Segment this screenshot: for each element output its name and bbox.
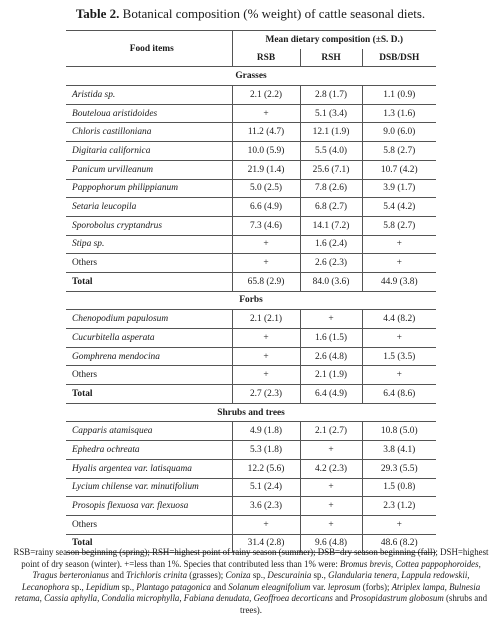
food-item-cell: Setaria leucopila bbox=[66, 198, 232, 217]
footnote-species-names: Coniza bbox=[225, 570, 251, 581]
value-cell: 4.2 (2.3) bbox=[300, 459, 362, 478]
value-cell: + bbox=[300, 310, 362, 329]
total-value-cell: 9.6 (4.8) bbox=[300, 534, 362, 553]
table-row bbox=[66, 459, 436, 478]
table-row bbox=[66, 160, 436, 179]
section-row bbox=[66, 291, 436, 310]
value-cell: 5.1 (2.4) bbox=[232, 478, 300, 497]
value-cell: 2.1 (2.2) bbox=[232, 86, 300, 105]
footnote-species-names: Plantago patagonica bbox=[136, 581, 211, 592]
value-cell: 10.8 (5.0) bbox=[362, 422, 436, 441]
value-cell: 6.6 (4.9) bbox=[232, 198, 300, 217]
value-cell: 3.9 (1.7) bbox=[362, 179, 436, 198]
section-heading: Grasses bbox=[66, 67, 436, 86]
total-label: Total bbox=[66, 385, 232, 404]
food-item-cell: Cucurbitella asperata bbox=[66, 329, 232, 348]
value-cell: 4.9 (1.8) bbox=[232, 422, 300, 441]
section-heading: Forbs bbox=[66, 291, 436, 310]
total-value-cell: 44.9 (3.8) bbox=[362, 272, 436, 291]
table-number: Table 2. bbox=[75, 6, 120, 21]
table-row bbox=[66, 441, 436, 460]
footnote-text: (grasses); bbox=[187, 570, 226, 581]
table-caption bbox=[0, 6, 501, 22]
food-item-cell: Others bbox=[66, 366, 232, 385]
section-heading: Shrubs and trees bbox=[66, 403, 436, 422]
food-item-cell: Prosopis flexuosa var. flexuosa bbox=[66, 497, 232, 516]
value-cell: 10.0 (5.9) bbox=[232, 142, 300, 161]
table-row bbox=[66, 422, 436, 441]
table-body bbox=[66, 31, 436, 553]
footnote-species-names: leprosum bbox=[327, 581, 361, 592]
value-cell: + bbox=[300, 497, 362, 516]
value-cell: + bbox=[232, 329, 300, 348]
footnote-text: (shrubs and trees). bbox=[240, 593, 488, 615]
value-cell: 5.1 (3.4) bbox=[300, 104, 362, 123]
footnote-species-names: Solanum eleagnifolium bbox=[228, 581, 311, 592]
table-row bbox=[66, 142, 436, 161]
section-row bbox=[66, 67, 436, 86]
value-cell: 5.5 (4.0) bbox=[300, 142, 362, 161]
food-item-cell: Aristida sp. bbox=[66, 86, 232, 105]
food-items-header: Food items bbox=[66, 31, 232, 67]
table-row bbox=[66, 216, 436, 235]
value-cell: + bbox=[362, 254, 436, 273]
table-row bbox=[66, 86, 436, 105]
value-cell: 1.1 (0.9) bbox=[362, 86, 436, 105]
value-cell: 9.0 (6.0) bbox=[362, 123, 436, 142]
value-cell: 2.1 (2.7) bbox=[300, 422, 362, 441]
table-row bbox=[66, 235, 436, 254]
value-cell: + bbox=[232, 104, 300, 123]
footnote-text: var. bbox=[310, 581, 328, 592]
table-row bbox=[66, 179, 436, 198]
value-cell: 5.0 (2.5) bbox=[232, 179, 300, 198]
dsb-dsh-header: DSB/DSH bbox=[362, 49, 436, 67]
total-value-cell: 6.4 (8.6) bbox=[362, 385, 436, 404]
value-cell: 14.1 (7.2) bbox=[300, 216, 362, 235]
total-label: Total bbox=[66, 534, 232, 553]
table-row bbox=[66, 478, 436, 497]
value-cell: 2.6 (4.8) bbox=[300, 347, 362, 366]
table-row bbox=[66, 198, 436, 217]
footnote-species-names: Descurainia bbox=[267, 570, 312, 581]
footnote-text: and bbox=[332, 593, 351, 604]
food-item-cell: Ephedra ochreata bbox=[66, 441, 232, 460]
total-value-cell: 65.8 (2.9) bbox=[232, 272, 300, 291]
footnote-species-names: Glandularia tenera, Lappula redowskii, Lecanophora bbox=[21, 570, 470, 592]
food-item-cell: Hyalis argentea var. latisquama bbox=[66, 459, 232, 478]
value-cell: 5.4 (4.2) bbox=[362, 198, 436, 217]
food-item-cell: Stipa sp. bbox=[66, 235, 232, 254]
footnote-text: sp., bbox=[119, 581, 137, 592]
value-cell: 7.8 (2.6) bbox=[300, 179, 362, 198]
footnote-species-names: Trichloris crinita bbox=[126, 570, 188, 581]
value-cell: + bbox=[362, 366, 436, 385]
mean-composition-header: Mean dietary composition (±S. D.) bbox=[232, 31, 436, 49]
total-label: Total bbox=[66, 272, 232, 291]
value-cell: 5.8 (2.7) bbox=[362, 216, 436, 235]
value-cell: 2.1 (1.9) bbox=[300, 366, 362, 385]
value-cell: 3.6 (2.3) bbox=[232, 497, 300, 516]
header-row-1 bbox=[66, 31, 436, 49]
footnote-text: RSB=rainy season beginning (spring); RSH=highest point of rainy season (summer); DSB=dry season beginning (fall); DSH=highest point of dry season (winter). +=less than 1%. Species that contributed less than 1% were: bbox=[13, 547, 489, 569]
value-cell: 5.8 (2.7) bbox=[362, 142, 436, 161]
value-cell: + bbox=[362, 235, 436, 254]
food-item-cell: Lycium chilense var. minutifolium bbox=[66, 478, 232, 497]
table-row bbox=[66, 347, 436, 366]
value-cell: 1.3 (1.6) bbox=[362, 104, 436, 123]
value-cell: + bbox=[232, 515, 300, 534]
value-cell: 4.4 (8.2) bbox=[362, 310, 436, 329]
value-cell: 6.8 (2.7) bbox=[300, 198, 362, 217]
table-row bbox=[66, 104, 436, 123]
food-item-cell: Chloris castilloniana bbox=[66, 123, 232, 142]
value-cell: + bbox=[300, 441, 362, 460]
food-item-cell: Pappophorum philippianum bbox=[66, 179, 232, 198]
value-cell: + bbox=[232, 366, 300, 385]
composition-table bbox=[66, 30, 436, 553]
value-cell: 1.6 (1.5) bbox=[300, 329, 362, 348]
value-cell: + bbox=[300, 478, 362, 497]
value-cell: 12.1 (1.9) bbox=[300, 123, 362, 142]
total-value-cell: 31.4 (2.8) bbox=[232, 534, 300, 553]
footnote-text: and bbox=[108, 570, 127, 581]
footnote-species-names: Prosopidastrum globosum bbox=[350, 593, 444, 604]
food-item-cell: Capparis atamisquea bbox=[66, 422, 232, 441]
footnote-text: sp., bbox=[250, 570, 268, 581]
value-cell: 2.3 (1.2) bbox=[362, 497, 436, 516]
food-item-cell: Chenopodium papulosum bbox=[66, 310, 232, 329]
table-row bbox=[66, 123, 436, 142]
food-item-cell: Sporobolus cryptandrus bbox=[66, 216, 232, 235]
value-cell: 29.3 (5.5) bbox=[362, 459, 436, 478]
total-row bbox=[66, 385, 436, 404]
food-item-cell: Bouteloua aristidoides bbox=[66, 104, 232, 123]
table-footnote bbox=[8, 547, 494, 617]
value-cell: 1.5 (3.5) bbox=[362, 347, 436, 366]
footnote-text: sp., bbox=[311, 570, 329, 581]
rsb-header: RSB bbox=[232, 49, 300, 67]
footnote-species-names: Bromus brevis, Cottea pappophoroides, Tragus berteronianus bbox=[32, 558, 481, 581]
food-item-cell: Others bbox=[66, 254, 232, 273]
section-row bbox=[66, 403, 436, 422]
value-cell: + bbox=[362, 515, 436, 534]
value-cell: + bbox=[232, 235, 300, 254]
value-cell: 1.5 (0.8) bbox=[362, 478, 436, 497]
value-cell: 3.8 (4.1) bbox=[362, 441, 436, 460]
value-cell: + bbox=[232, 254, 300, 273]
total-value-cell: 84.0 (3.6) bbox=[300, 272, 362, 291]
table-row bbox=[66, 366, 436, 385]
value-cell: 25.6 (7.1) bbox=[300, 160, 362, 179]
food-item-cell: Others bbox=[66, 515, 232, 534]
food-item-cell: Panicum urvilleanum bbox=[66, 160, 232, 179]
footnote-species-names: Atriplex lampa, Bulnesia retama, Cassia aphylla, Condalia microphylla, Fabiana denudata, Geoffroea decorticans bbox=[14, 581, 481, 604]
value-cell: 11.2 (4.7) bbox=[232, 123, 300, 142]
value-cell: 1.6 (2.4) bbox=[300, 235, 362, 254]
table-title: Botanical composition (% weight) of cattle seasonal diets. bbox=[119, 6, 426, 21]
footnote-text: (forbs); bbox=[360, 581, 392, 592]
value-cell: 2.1 (2.1) bbox=[232, 310, 300, 329]
value-cell: + bbox=[362, 329, 436, 348]
footnote-species-names: Lepidium bbox=[85, 581, 120, 592]
rsh-header: RSH bbox=[300, 49, 362, 67]
food-item-cell: Gomphrena mendocina bbox=[66, 347, 232, 366]
value-cell: 10.7 (4.2) bbox=[362, 160, 436, 179]
table-row bbox=[66, 254, 436, 273]
footnote-text: and bbox=[211, 581, 229, 592]
table-row bbox=[66, 515, 436, 534]
value-cell: 7.3 (4.6) bbox=[232, 216, 300, 235]
total-value-cell: 6.4 (4.9) bbox=[300, 385, 362, 404]
total-value-cell: 2.7 (2.3) bbox=[232, 385, 300, 404]
value-cell: 21.9 (1.4) bbox=[232, 160, 300, 179]
table-row bbox=[66, 329, 436, 348]
value-cell: 2.6 (2.3) bbox=[300, 254, 362, 273]
value-cell: 5.3 (1.8) bbox=[232, 441, 300, 460]
total-row bbox=[66, 272, 436, 291]
food-item-cell: Digitaria californica bbox=[66, 142, 232, 161]
value-cell: 12.2 (5.6) bbox=[232, 459, 300, 478]
table-row bbox=[66, 497, 436, 516]
value-cell: + bbox=[232, 347, 300, 366]
total-value-cell: 48.6 (8.2) bbox=[362, 534, 436, 553]
value-cell: + bbox=[300, 515, 362, 534]
table-row bbox=[66, 310, 436, 329]
value-cell: 2.8 (1.7) bbox=[300, 86, 362, 105]
footnote-text: sp., bbox=[69, 581, 86, 592]
